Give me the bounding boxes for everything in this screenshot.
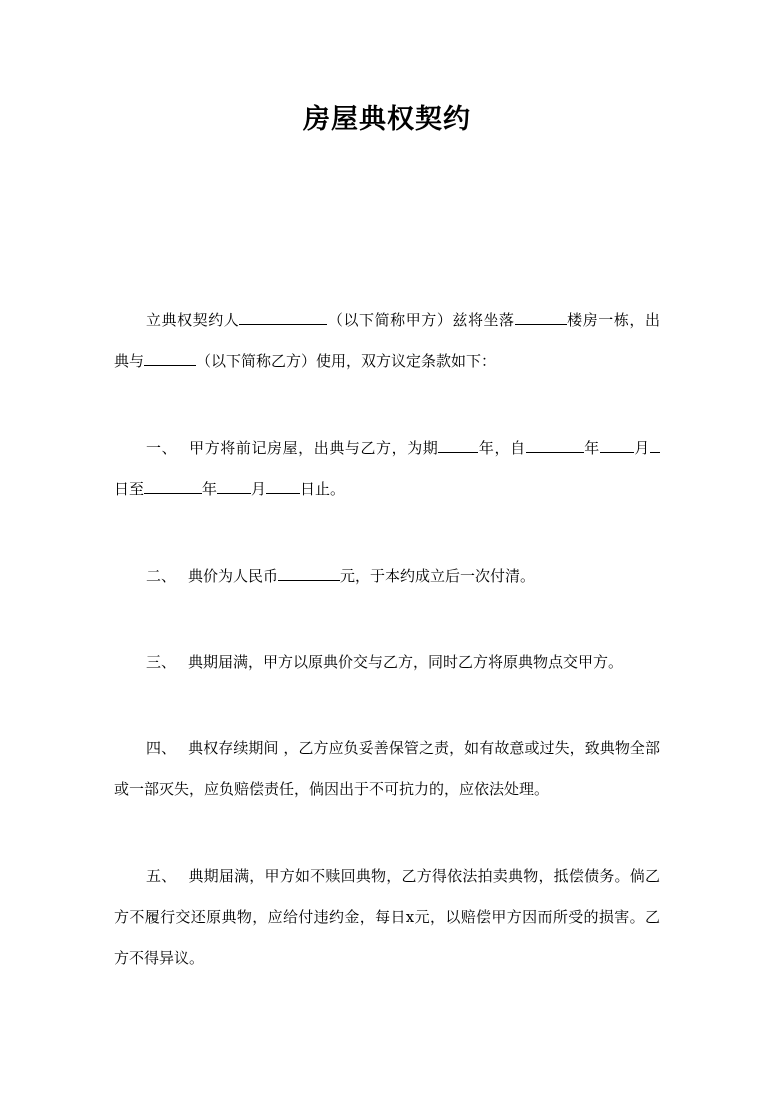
clause-4 bbox=[114, 728, 660, 810]
clause-3-number: 三、 bbox=[146, 653, 177, 671]
intro-text-3: 楼房一栋，出典与 bbox=[114, 311, 660, 370]
party-a-blank bbox=[239, 323, 327, 325]
clause-2-text-1: 典价为人民币 bbox=[188, 567, 279, 585]
start-day-blank bbox=[650, 451, 660, 453]
clause-4-number: 四、 bbox=[146, 739, 177, 757]
start-month-blank bbox=[600, 451, 634, 453]
clause-1 bbox=[114, 428, 660, 510]
clause-1-number: 一、 bbox=[146, 439, 178, 457]
price-blank bbox=[278, 579, 340, 581]
clause-3 bbox=[114, 642, 660, 683]
intro-paragraph bbox=[114, 300, 660, 382]
clause-1-text-6: 年 bbox=[202, 480, 218, 498]
clause-2-text-2: 元，于本约成立后一次付清。 bbox=[340, 567, 536, 585]
term-years-blank bbox=[438, 451, 478, 453]
end-year-blank bbox=[144, 492, 202, 494]
intro-text-1: 立典权契约人 bbox=[146, 311, 240, 329]
clause-1-text-2: 年，自 bbox=[478, 439, 526, 457]
intro-text-2: （以下简称甲方）兹将坐落 bbox=[327, 311, 515, 329]
end-month-blank bbox=[217, 492, 251, 494]
party-b-blank bbox=[144, 364, 196, 366]
clause-4-text: 典权存续期间 ，乙方应负妥善保管之责，如有故意或过失，致典物全部或一部灭失，应负赔偿责任，倘因出于不可抗力的，应依法处理。 bbox=[114, 739, 660, 798]
clause-5 bbox=[114, 856, 660, 979]
clause-2 bbox=[114, 556, 660, 597]
clause-2-number: 二、 bbox=[146, 567, 177, 585]
intro-text-4: （以下简称乙方）使用，双方议定条款如下： bbox=[196, 352, 497, 370]
clause-5-number: 五、 bbox=[146, 867, 177, 885]
clause-1-text-5: 日至 bbox=[114, 480, 145, 498]
page-title: 房屋典权契约 bbox=[303, 104, 471, 135]
clause-1-text-4: 月 bbox=[633, 439, 650, 457]
clause-1-text-8: 日止。 bbox=[300, 480, 346, 498]
clause-1-text-1: 甲方将前记房屋，出典与乙方，为期 bbox=[189, 439, 439, 457]
clause-1-text-7: 月 bbox=[251, 480, 267, 498]
clause-5-text: 典期届满，甲方如不赎回典物，乙方得依法拍卖典物，抵偿债务。倘乙方不履行交还原典物，应给付违约金，每日x元，以赔偿甲方因而所受的损害。乙方不得异议。 bbox=[114, 867, 660, 967]
location-blank bbox=[515, 323, 567, 325]
start-year-blank bbox=[526, 451, 584, 453]
end-day-blank bbox=[266, 492, 300, 494]
clause-1-text-3: 年 bbox=[583, 439, 600, 457]
clause-3-text: 典期届满，甲方以原典价交与乙方，同时乙方将原典物点交甲方。 bbox=[188, 653, 624, 671]
